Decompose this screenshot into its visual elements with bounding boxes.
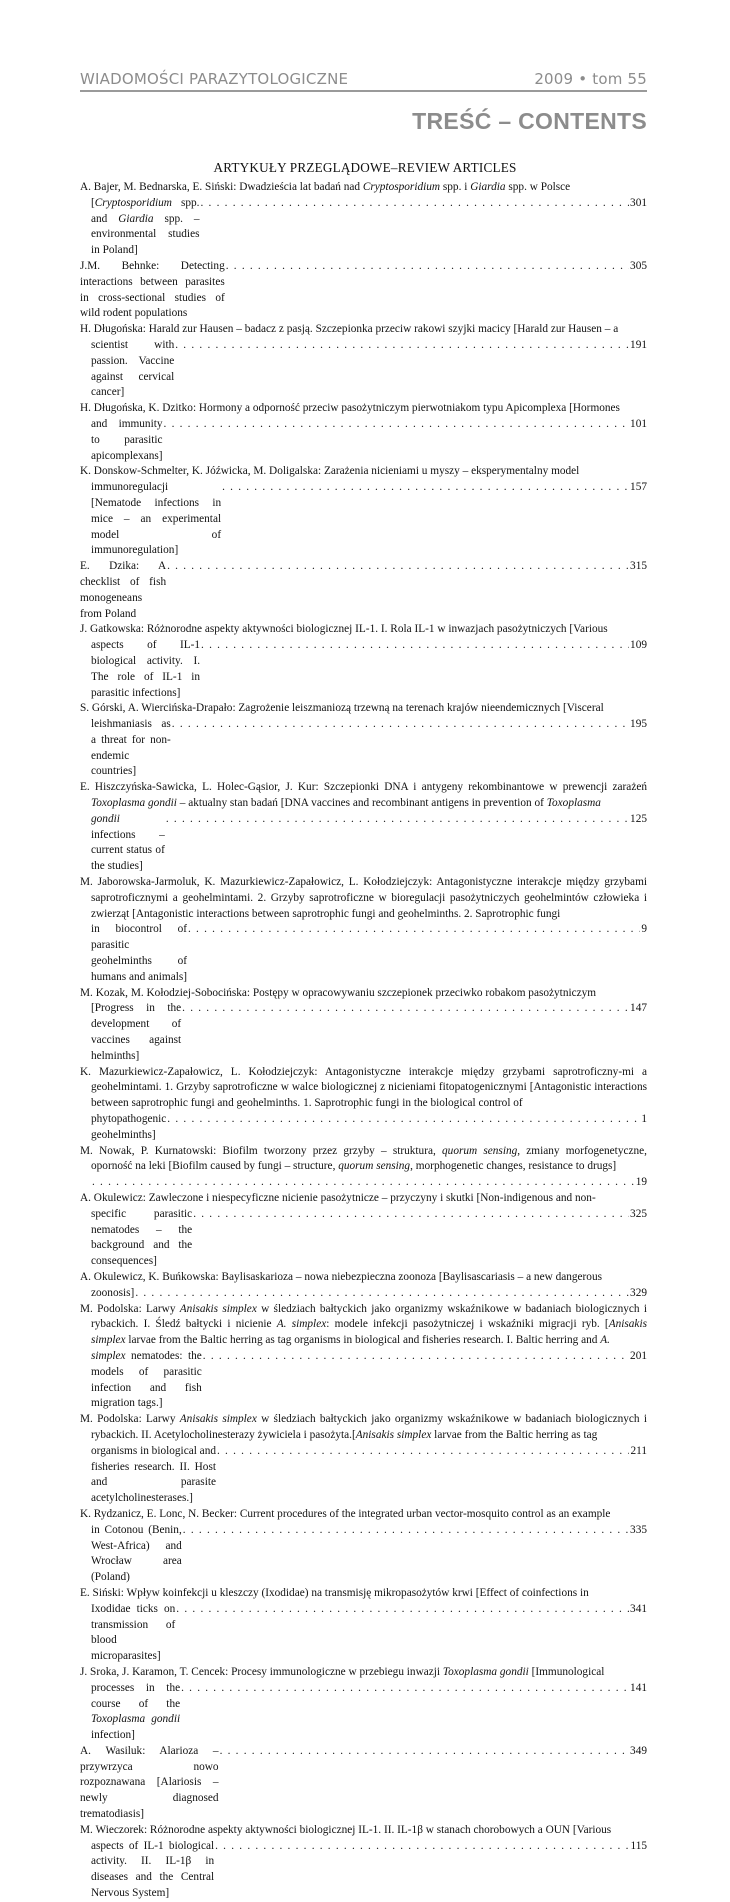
toc-entry xyxy=(80,1507,647,1586)
toc-entry xyxy=(80,1412,647,1507)
page-number: 195 xyxy=(630,718,647,731)
entry-last-line xyxy=(91,480,647,559)
contents-title: TREŚĆ – CONTENTS xyxy=(412,108,647,134)
dot-leader xyxy=(167,559,629,575)
entry-text: leishmaniasis as a threat for non-endemic countries] xyxy=(91,718,171,778)
page-number: 191 xyxy=(630,338,647,351)
toc-entry xyxy=(80,1191,647,1270)
page-number: 1 xyxy=(641,1113,647,1126)
entry-last-line xyxy=(91,1112,647,1144)
toc-entry xyxy=(80,1744,647,1823)
page-number: 335 xyxy=(630,1523,647,1536)
dot-leader xyxy=(188,922,640,938)
entry-text: A. Wasiluk: Alarioza – przywrzyca nowo rozpoznawana [Alariosis – newly diagnosed trematodiasis] xyxy=(80,1744,219,1821)
entry-text: zoonosis] xyxy=(91,1286,135,1299)
toc-entry xyxy=(80,559,647,622)
toc-entry xyxy=(80,1065,647,1144)
section-title: ARTYKUŁY PRZEGLĄDOWE–REVIEW ARTICLES xyxy=(213,160,517,175)
entry-last-line xyxy=(91,1175,647,1191)
page-number: 115 xyxy=(630,1839,647,1852)
page-number: 147 xyxy=(630,1002,647,1015)
dot-leader xyxy=(193,1207,629,1223)
entry-last-line xyxy=(91,338,647,401)
page-number: 101 xyxy=(630,417,647,430)
toc-entry xyxy=(80,622,647,701)
entry-text: simplex nematodes: the models of parasitic infection and fish migration tags.] xyxy=(91,1349,202,1410)
entry-last-line xyxy=(91,812,647,875)
entry-text: H. Długońska, K. Dzitko: Hormony a odporność przeciw pasożytniczym pierwotniakom typu Apicomplexa [Hormones xyxy=(80,402,620,415)
entry-text: A. Bajer, M. Bednarska, E. Siński: Dwadzieścia lat badań nad Cryptosporidium spp. i Giardia spp. w Polsce xyxy=(80,181,571,193)
entry-text: K. Rydzanicz, E. Lonc, N. Becker: Current procedures of the integrated urban vector-mosquito control as an example xyxy=(80,1507,611,1520)
entry-text: A. Okulewicz: Zawleczone i niespecyficzne nicienie pasożytnicze – przyczyny i skutki [Non-indigenous and non- xyxy=(80,1192,596,1204)
page-number: 125 xyxy=(630,812,647,825)
entry-last-line xyxy=(91,1523,647,1586)
page-number: 315 xyxy=(630,560,647,573)
entry-last-line xyxy=(91,196,647,259)
dot-leader xyxy=(183,1523,629,1539)
entry-last-line xyxy=(91,717,647,780)
entry-text: Ixodidae ticks on transmission of blood microparasites] xyxy=(91,1602,176,1663)
entry-text: scientist with passion. Vaccine against cervical cancer] xyxy=(91,338,175,399)
dot-leader xyxy=(176,1602,629,1618)
toc-entry xyxy=(80,1823,647,1902)
entry-text: M. Podolska: Larwy Anisakis simplex w śledziach bałtyckich jako organizmy wskaźnikowe w badaniach biologicznych i rybackich. I. Śledź bałtycki i nicienie A. simplex: modele infekcji pasożytniczej i wskaźniki migracji ryb. [Anisakis simplex larvae from the Baltic herring as tag organisms in biological and fisheries research. I. Baltic herring and A. xyxy=(80,1302,648,1347)
dot-leader xyxy=(167,1112,640,1128)
toc-entry xyxy=(80,986,647,1065)
toc-entry xyxy=(80,1665,647,1744)
entry-text: specific parasitic nematodes – the background and the consequences] xyxy=(91,1207,193,1268)
entry-text: E. Hiszczyńska-Sawicka, L. Holec-Gąsior, J. Kur: Szczepionki DNA i antygeny rekombinantowe w prewencji zarażeń Toxoplasma gondii – aktualny stan badań [DNA vaccines and recombinant antigens in prevention of Toxoplasma xyxy=(80,781,647,810)
toc-entry xyxy=(80,401,647,464)
dot-leader xyxy=(226,259,629,275)
entry-text: processes in the course of the Toxoplasma gondii infection] xyxy=(91,1681,181,1742)
toc-entry xyxy=(80,701,647,780)
entry-text: K. Donskow-Schmelter, K. Jóźwicka, M. Doligalska: Zarażenia nicieniami u myszy – eksperymentalny model xyxy=(80,465,580,478)
entry-text: M. Kozak, M. Kołodziej-Sobocińska: Postępy w opracowywaniu szczepionek przeciwko robakom pasożytniczym xyxy=(80,986,597,999)
entry-last-line xyxy=(91,1602,647,1665)
entry-last-line xyxy=(91,417,647,464)
entry-text: in Cotonou (Benin, West-Africa) and Wrocław area (Poland) xyxy=(91,1523,182,1584)
toc-entry xyxy=(80,875,647,986)
toc-entry xyxy=(80,464,647,559)
entry-text: J.M. Behnke: Detecting interactions between parasites in cross-sectional studies of wild rodent populations xyxy=(80,259,225,320)
entry-last-line xyxy=(91,1444,647,1507)
entry-text: H. Długońska: Harald zur Hausen – badacz z pasją. Szczepionka przeciw rakowi szyjki macicy [Harald zur Hausen – a xyxy=(80,323,619,336)
dot-leader xyxy=(166,812,629,828)
dot-leader xyxy=(135,1286,629,1302)
dot-leader xyxy=(220,1744,629,1760)
entry-last-line xyxy=(80,259,647,322)
entry-text: [Progress in the development of vaccines against helminths] xyxy=(91,1002,182,1062)
page-number: 109 xyxy=(630,639,647,652)
page-number: 341 xyxy=(630,1602,647,1615)
entry-text: phytopathogenic geohelminths] xyxy=(91,1113,167,1141)
entry-text: aspects of IL-1 biological activity. I. The role of IL-1 in parasitic infections] xyxy=(91,639,201,699)
entry-last-line xyxy=(91,1286,647,1302)
toc-entry xyxy=(80,1270,647,1302)
toc-entry xyxy=(80,322,647,401)
page-number: 305 xyxy=(630,259,647,272)
page-number: 9 xyxy=(641,923,647,936)
dot-leader xyxy=(181,1681,629,1697)
header-rule xyxy=(80,90,647,92)
dot-leader xyxy=(182,1001,629,1017)
dot-leader xyxy=(175,338,629,354)
page-number: 325 xyxy=(630,1207,647,1220)
dot-leader xyxy=(222,480,629,496)
toc-entry xyxy=(80,1586,647,1665)
toc-entry xyxy=(80,180,647,259)
entry-last-line xyxy=(91,922,647,985)
entry-text: immunoregulacji [Nematode infections in mice – an experimental model of immunoregulation] xyxy=(91,481,222,557)
journal-name: WIADOMOŚCI PARAZYTOLOGICZNE xyxy=(80,70,349,88)
dot-leader xyxy=(201,638,629,654)
running-header xyxy=(80,70,647,90)
toc-entry xyxy=(80,259,647,322)
dot-leader xyxy=(92,1175,635,1191)
dot-leader xyxy=(201,196,630,212)
dot-leader xyxy=(203,1349,629,1365)
entry-text: in biocontrol of parasitic geohelminths of humans and animals] xyxy=(91,923,188,983)
entry-text: aspects of IL-1 biological activity. II. IL-1β in diseases and the Central Nervous System] xyxy=(91,1839,215,1900)
entry-text: gondii infections – current status of the studies] xyxy=(91,812,165,873)
entry-text: M. Nowak, P. Kurnatowski: Biofilm tworzony przez grzyby – struktura, quorum sensing, zmiany morfogenetyczne, oporność na leki [Biofilm caused by fungi – structure, quorum sensing, morphogenetic changes, resistance to drugs] xyxy=(80,1144,647,1173)
volume-label: 2009 • tom 55 xyxy=(534,70,647,88)
page-number: 349 xyxy=(630,1744,647,1757)
entry-text: J. Sroka, J. Karamon, T. Cencek: Procesy immunologiczne w przebiegu inwazji Toxoplasma gondii [Immunological xyxy=(80,1665,605,1678)
entry-last-line xyxy=(91,1207,647,1270)
page-number: 329 xyxy=(630,1286,647,1299)
entry-last-line xyxy=(91,638,647,701)
entry-text: M. Wieczorek: Różnorodne aspekty aktywności biologicznej IL-1. II. IL-1β w stanach chorobowych a OUN [Various xyxy=(80,1823,612,1836)
entry-text: [Cryptosporidium spp. and Giardia spp. – environmental studies in Poland] xyxy=(91,196,200,257)
entry-last-line xyxy=(91,1349,647,1412)
dot-leader xyxy=(164,417,630,433)
entry-text: S. Górski, A. Wiercińska-Drapało: Zagrożenie leiszmaniozą trzewną na terenach krajów nieendemicznych [Visceral xyxy=(80,702,604,715)
dot-leader xyxy=(217,1444,629,1460)
entry-text: M. Podolska: Larwy Anisakis simplex w śledziach bałtyckich jako organizmy wskaźnikowe w badaniach biologicznych i rybackich. II. Acetylocholinesterazy żywiciela i pasożyta.[Anisakis simplex larvae from the Baltic herring as tag xyxy=(80,1413,648,1441)
entry-last-line xyxy=(91,1001,647,1064)
entry-text: E. Siński: Wpływ koinfekcji u kleszczy (Ixodidae) na transmisję mikropasożytów krwi [Effect of coinfections in xyxy=(80,1586,589,1599)
entry-text: E. Dzika: A checklist of fish monogeneans from Poland xyxy=(80,560,167,620)
entry-last-line xyxy=(80,559,647,622)
entry-text: A. Okulewicz, K. Buńkowska: Baylisaskarioza – nowa niebezpieczna zoonoza [Baylisascariasis – a new dangerous xyxy=(80,1270,602,1283)
entry-last-line xyxy=(80,1744,647,1823)
table-of-contents xyxy=(80,180,647,1902)
entry-text: organisms in biological and fisheries research. II. Host and parasite acetylcholinesterases.] xyxy=(91,1444,216,1505)
dot-leader xyxy=(215,1839,629,1855)
entry-text: K. Mazurkiewicz-Zapałowicz, L. Kołodziejczyk: Antagonistyczne interakcje między grzybami saprotroficzny-mi a geohelmintami. 1. Grzyby saprotroficzne w walce biologicznej z nicieniami fitopatogenicznymi [Antagonistic interactions between saprotrophic fungi and geohelminths. 1. Saprotrophic fungi in the biological control of xyxy=(80,1065,647,1110)
page-number: 19 xyxy=(635,1176,647,1189)
dot-leader xyxy=(172,717,629,733)
entry-last-line xyxy=(91,1681,647,1744)
page-number: 201 xyxy=(630,1349,647,1362)
page-number: 301 xyxy=(630,196,647,209)
entry-text: and immunity to parasitic apicomplexans] xyxy=(91,417,163,462)
toc-entry xyxy=(80,1144,647,1191)
toc-entry xyxy=(80,780,647,875)
page-number: 141 xyxy=(630,1681,647,1694)
entry-text: M. Jaborowska-Jarmoluk, K. Mazurkiewicz-Zapałowicz, L. Kołodziejczyk: Antagonistyczne interakcje między grzybami saprotroficznymi a geohelmintami. 2. Grzyby saprotroficzne w bioregulacji pasożytniczych geohelmintów człowieka i zwierząt [Antagonistic interactions between saprotrophic fungi and geohelminths. 2. Saprotrophic fungi xyxy=(80,876,647,920)
page-number: 157 xyxy=(630,481,647,494)
entry-last-line xyxy=(91,1839,647,1902)
toc-entry xyxy=(80,1302,647,1413)
entry-text: J. Gatkowska: Różnorodne aspekty aktywności biologicznej IL-1. I. Rola IL-1 w inwazjach pasożytniczych [Various xyxy=(80,623,608,636)
page-number: 211 xyxy=(630,1444,647,1457)
